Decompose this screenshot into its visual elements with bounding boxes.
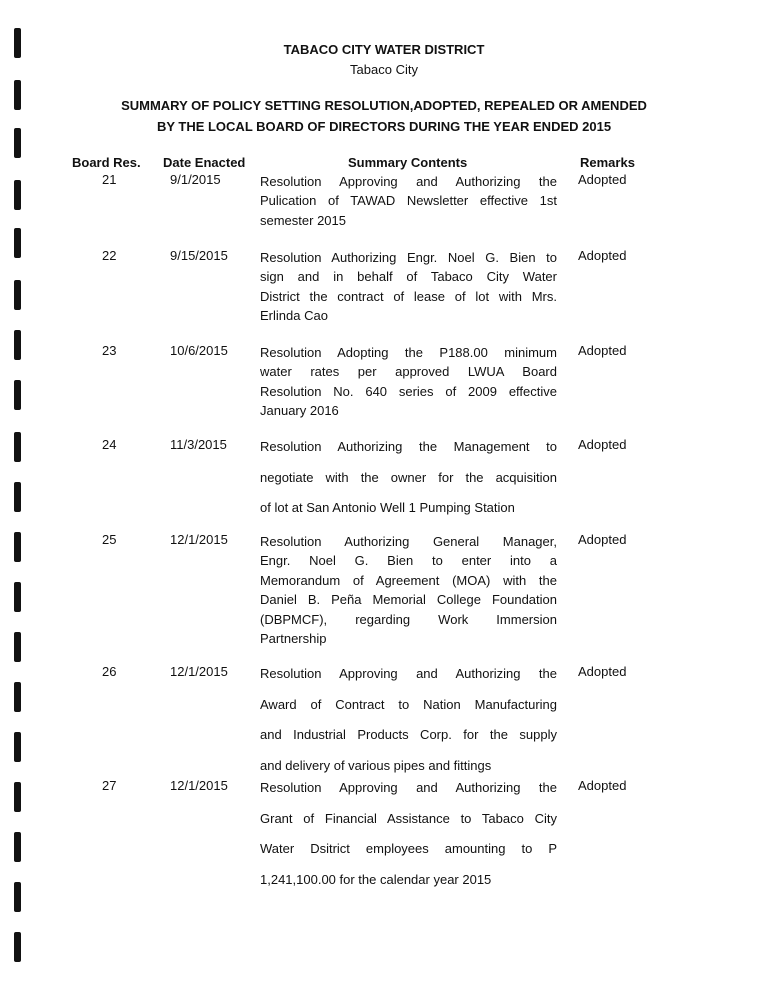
binder-mark [14,432,21,462]
board-res-number: 23 [102,343,117,358]
summary-contents [260,532,557,648]
summary-line: water rates per approved LWUA Board [260,364,557,380]
summary-line: Water Dsitrict employees amounting to P [260,841,557,856]
document-title-line-1: SUMMARY OF POLICY SETTING RESOLUTION,ADOPTED, REPEALED OR AMENDED [121,98,647,113]
summary-contents [260,343,557,421]
board-res-number: 26 [102,664,117,679]
summary-line: Grant of Financial Assistance to Tabaco City [260,810,557,826]
column-header-summary: Summary Contents [348,155,468,170]
summary-line: (DBPMCF), regarding Work Immersion [260,611,557,627]
board-res-number: 21 [102,172,117,187]
summary-line: Partnership [260,630,327,646]
summary-line: Resolution Authorizing General Manager, [260,534,557,549]
remarks-value: Adopted [578,437,627,452]
summary-line: Resolution Approving and Authorizing the [260,780,557,795]
document-title-line-2: BY THE LOCAL BOARD OF DIRECTORS DURING THE YEAR ENDED 2015 [156,119,612,134]
summary-line: and Industrial Products Corp. for the supply [260,727,557,742]
binder-mark [14,330,21,360]
remarks-value: Adopted [578,343,627,358]
summary-line: Daniel B. Peña Memorial College Foundation [260,592,557,608]
remarks-value: Adopted [578,248,627,263]
column-header-remarks: Remarks [580,155,635,170]
date-enacted: 12/1/2015 [170,664,228,679]
remarks-value: Adopted [578,172,627,187]
binder-mark [14,280,21,310]
binder-mark [14,582,21,612]
summary-line: Resolution No. 640 series of 2009 effective [260,383,557,399]
summary-line: January 2016 [260,403,339,419]
summary-line: semester 2015 [260,212,346,228]
summary-contents [260,437,557,529]
organization-name: TABACO CITY WATER DISTRICT [283,42,485,57]
date-enacted: 10/6/2015 [170,343,228,358]
column-header-board-res: Board Res. [72,155,141,170]
summary-line: District the contract of lease of lot with Mrs. [260,288,557,304]
summary-line: 1,241,100.00 for the calendar year 2015 [260,871,492,887]
summary-line: Resolution Authorizing the Management to [260,439,557,454]
summary-line: Resolution Approving and Authorizing the [260,666,557,681]
board-res-number: 27 [102,778,117,793]
date-enacted: 12/1/2015 [170,778,228,793]
summary-line: Pulication of TAWAD Newsletter effective 1st [260,193,557,209]
board-res-number: 24 [102,437,117,452]
summary-line: of lot at San Antonio Well 1 Pumping Station [260,500,515,515]
summary-line: Memorandum of Agreement (MOA) with the [260,572,557,588]
summary-contents [260,172,557,230]
summary-line: and delivery of various pipes and fittings [260,757,492,773]
remarks-value: Adopted [578,664,627,679]
binder-mark [14,482,21,512]
remarks-value: Adopted [578,532,627,547]
board-res-number: 25 [102,532,117,547]
summary-line: Erlinda Cao [260,308,328,324]
column-header-date-enacted: Date Enacted [163,155,246,170]
summary-contents [260,778,557,900]
date-enacted: 12/1/2015 [170,532,228,547]
binder-mark [14,932,21,962]
date-enacted: 9/15/2015 [170,248,228,263]
binder-mark [14,832,21,862]
summary-line: negotiate with the owner for the acquisition [260,469,557,485]
summary-contents [260,248,557,326]
binder-mark [14,380,21,410]
summary-line: Engr. Noel G. Bien to enter into a [260,553,557,569]
binder-mark [14,682,21,712]
summary-line: Award of Contract to Nation Manufacturing [260,696,557,712]
binder-mark [14,632,21,662]
date-enacted: 11/3/2015 [170,437,227,452]
binder-mark [14,228,21,258]
binder-mark [14,882,21,912]
board-res-number: 22 [102,248,117,263]
summary-line: Resolution Authorizing Engr. Noel G. Bien to [260,250,557,265]
summary-line: Resolution Approving and Authorizing the [260,174,557,189]
remarks-value: Adopted [578,778,627,793]
summary-contents [260,664,557,786]
city-name: Tabaco City [350,62,418,77]
binder-mark [14,180,21,210]
summary-line: Resolution Adopting the P188.00 minimum [260,345,557,360]
summary-line: sign and in behalf of Tabaco City Water [260,269,557,285]
binder-mark [14,532,21,562]
date-enacted: 9/1/2015 [170,172,221,187]
binder-mark [14,782,21,812]
binder-mark [14,732,21,762]
